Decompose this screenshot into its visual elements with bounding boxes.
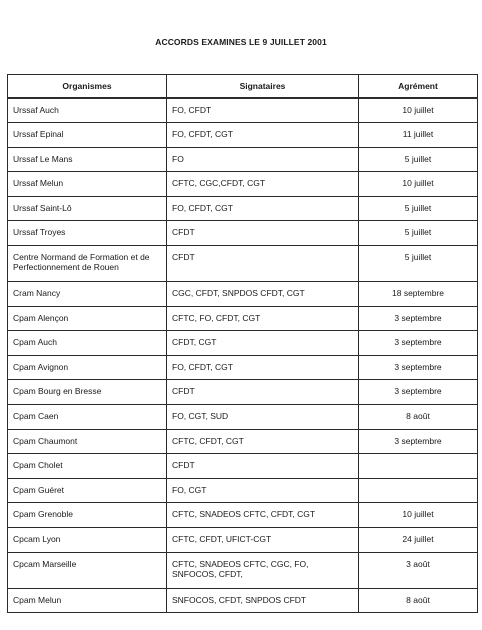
- table-row: [8, 478, 478, 503]
- cell-organisme: Urssaf Melun: [8, 172, 167, 197]
- cell-signataires: FO: [167, 147, 359, 172]
- table-row: [8, 380, 478, 405]
- cell-agrement: 18 septembre: [359, 282, 478, 307]
- cell-agrement: 3 septembre: [359, 306, 478, 331]
- document-title: ACCORDS EXAMINES LE 9 JUILLET 2001: [155, 37, 327, 47]
- cell-signataires: CFTC, CFDT, UFICT-CGT: [167, 528, 359, 553]
- cell-agrement: 10 juillet: [359, 172, 478, 197]
- cell-agrement: [359, 454, 478, 479]
- cell-organisme: Cpam Avignon: [8, 355, 167, 380]
- table-row: [8, 282, 478, 307]
- table-row: [8, 306, 478, 331]
- cell-organisme: Urssaf Troyes: [8, 221, 167, 246]
- table-row: [8, 221, 478, 246]
- cell-signataires: FO, CGT: [167, 478, 359, 503]
- cell-signataires: CFTC, CFDT, CGT: [167, 429, 359, 454]
- cell-agrement: 3 septembre: [359, 355, 478, 380]
- cell-signataires: FO, CFDT, CGT: [167, 123, 359, 148]
- cell-organisme: Cpam Caen: [8, 405, 167, 430]
- header-row: [8, 75, 478, 99]
- cell-agrement: 11 juillet: [359, 123, 478, 148]
- cell-organisme: Centre Normand de Formation et de Perfectionnement de Rouen: [8, 246, 167, 282]
- cell-agrement: 5 juillet: [359, 196, 478, 221]
- cell-agrement: 5 juillet: [359, 221, 478, 246]
- cell-agrement: 5 juillet: [359, 246, 478, 282]
- table-row: [8, 405, 478, 430]
- table-row: [8, 147, 478, 172]
- cell-organisme: Cpam Cholet: [8, 454, 167, 479]
- cell-organisme: Cpam Guéret: [8, 478, 167, 503]
- table-row: [8, 588, 478, 613]
- cell-organisme: Cpam Bourg en Bresse: [8, 380, 167, 405]
- cell-signataires: CGC, CFDT, SNPDOS CFDT, CGT: [167, 282, 359, 307]
- cell-organisme: Cram Nancy: [8, 282, 167, 307]
- cell-agrement: 3 septembre: [359, 380, 478, 405]
- cell-agrement: 10 juillet: [359, 503, 478, 528]
- table-row: [8, 503, 478, 528]
- header-agrement: Agrément: [359, 75, 478, 99]
- table-row: [8, 331, 478, 356]
- table-body: [8, 98, 478, 613]
- cell-organisme: Urssaf Le Mans: [8, 147, 167, 172]
- cell-agrement: 10 juillet: [359, 98, 478, 123]
- cell-signataires: CFDT: [167, 246, 359, 282]
- cell-agrement: 8 août: [359, 405, 478, 430]
- cell-signataires: CFTC, SNADEOS CFTC, CFDT, CGT: [167, 503, 359, 528]
- cell-agrement: 24 juillet: [359, 528, 478, 553]
- table-row: [8, 355, 478, 380]
- cell-organisme: Urssaf Saint-Lô: [8, 196, 167, 221]
- cell-organisme: Cpam Auch: [8, 331, 167, 356]
- table-row: [8, 98, 478, 123]
- cell-agrement: 8 août: [359, 588, 478, 613]
- cell-signataires: CFTC, CGC,CFDT, CGT: [167, 172, 359, 197]
- cell-signataires: FO, CFDT, CGT: [167, 355, 359, 380]
- cell-signataires: CFDT: [167, 454, 359, 479]
- cell-signataires: CFDT: [167, 380, 359, 405]
- cell-organisme: Cpcam Lyon: [8, 528, 167, 553]
- cell-signataires: FO, CFDT: [167, 98, 359, 123]
- table-row: [8, 196, 478, 221]
- table-row: [8, 552, 478, 588]
- cell-organisme: Cpcam Marseille: [8, 552, 167, 588]
- cell-organisme: Urssaf Epinal: [8, 123, 167, 148]
- table-header: [8, 75, 478, 99]
- cell-organisme: Cpam Grenoble: [8, 503, 167, 528]
- cell-agrement: [359, 478, 478, 503]
- table-row: [8, 246, 478, 282]
- cell-signataires: CFDT: [167, 221, 359, 246]
- table-row: [8, 454, 478, 479]
- table-row: [8, 429, 478, 454]
- cell-signataires: FO, CFDT, CGT: [167, 196, 359, 221]
- cell-agrement: 3 août: [359, 552, 478, 588]
- table-row: [8, 528, 478, 553]
- accords-table: [7, 74, 478, 613]
- cell-agrement: 3 septembre: [359, 429, 478, 454]
- header-organismes: Organismes: [8, 75, 167, 99]
- cell-organisme: Urssaf Auch: [8, 98, 167, 123]
- table-row: [8, 172, 478, 197]
- cell-agrement: 3 septembre: [359, 331, 478, 356]
- cell-agrement: 5 juillet: [359, 147, 478, 172]
- cell-signataires: CFTC, FO, CFDT, CGT: [167, 306, 359, 331]
- cell-signataires: CFDT, CGT: [167, 331, 359, 356]
- cell-organisme: Cpam Melun: [8, 588, 167, 613]
- cell-signataires: FO, CGT, SUD: [167, 405, 359, 430]
- header-signataires: Signataires: [167, 75, 359, 99]
- cell-organisme: Cpam Alençon: [8, 306, 167, 331]
- table-row: [8, 123, 478, 148]
- cell-signataires: SNFOCOS, CFDT, SNPDOS CFDT: [167, 588, 359, 613]
- cell-organisme: Cpam Chaumont: [8, 429, 167, 454]
- cell-signataires: CFTC, SNADEOS CFTC, CGC, FO, SNFOCOS, CFDT,: [167, 552, 359, 588]
